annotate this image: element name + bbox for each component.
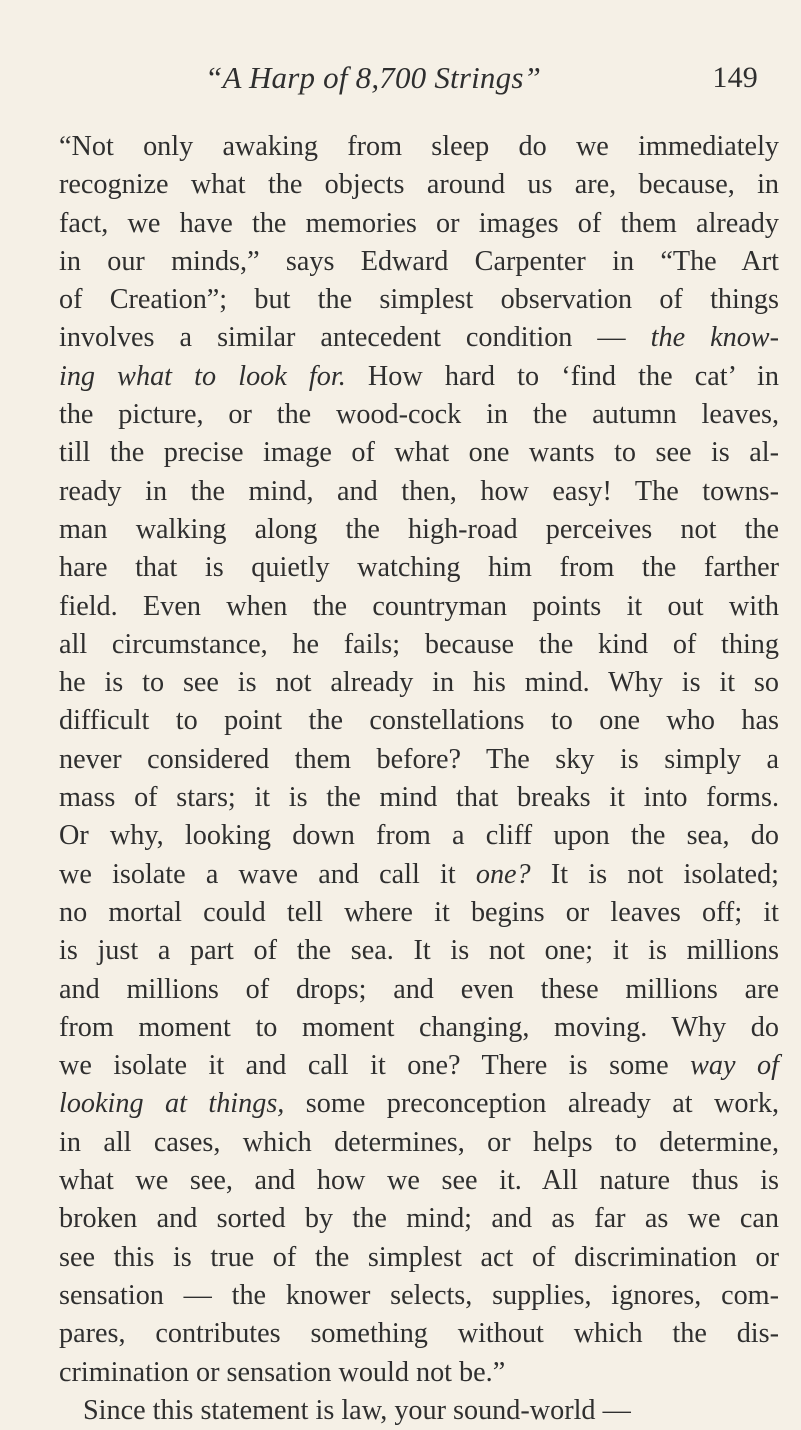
text-run: ready in the mind, and then, how easy! The towns- <box>59 475 779 507</box>
text-line <box>59 473 779 511</box>
text-run: is just a part of the sea. It is not one; it is millions <box>59 935 779 967</box>
text-line <box>59 396 779 434</box>
text-run: pares, contributes something without which the dis- <box>59 1318 779 1350</box>
text-run: till the precise image of what one wants to see is al- <box>59 437 779 469</box>
body-text <box>59 128 779 1430</box>
text-run: recognize what the objects around us are, because, in <box>59 169 779 201</box>
text-line <box>59 1315 779 1353</box>
text-run: broken and sorted by the mind; and as far as we can <box>59 1203 779 1235</box>
text-run: he is to see is not already in his mind. Why is it so <box>59 667 779 699</box>
text-line <box>59 932 779 970</box>
text-run: crimination or sensation would not be.” <box>59 1356 506 1388</box>
text-line <box>59 243 779 281</box>
text-run: involves a similar antecedent condition — <box>59 322 651 354</box>
text-run: all circumstance, he fails; because the kind of thing <box>59 628 779 660</box>
running-title: “A Harp of 8,700 Strings” <box>205 60 542 95</box>
text-run: hare that is quietly watching him from the farther <box>59 552 779 584</box>
italic-text: ing what to look for. <box>59 360 346 392</box>
text-line <box>59 434 779 472</box>
text-run: “Not only awaking from sleep do we immediately <box>59 131 779 162</box>
text-run: see this is true of the simplest act of discrimination or <box>59 1241 779 1273</box>
text-run: in our minds,” says Edward Carpenter in “The Art <box>59 245 779 277</box>
text-line <box>59 511 779 549</box>
text-line <box>59 1239 779 1277</box>
text-line <box>59 205 779 243</box>
text-run: difficult to point the constellations to one who has <box>59 705 779 737</box>
text-run: of Creation”; but the simplest observation of things <box>59 284 779 316</box>
text-line <box>59 1200 779 1238</box>
italic-text: way of <box>690 1050 779 1082</box>
text-line <box>59 741 779 779</box>
text-line <box>59 817 779 855</box>
text-line <box>59 1047 779 1085</box>
text-run: man walking along the high-road perceives not the <box>59 513 779 545</box>
page-number: 149 <box>712 61 758 94</box>
text-line <box>59 166 779 204</box>
text-line <box>59 358 779 396</box>
italic-text: the know- <box>650 322 779 354</box>
text-run: Since this statement is law, your sound-world — <box>83 1394 631 1426</box>
text-run: fact, we have the memories or images of them already <box>59 207 779 239</box>
text-run: sensation — the knower selects, supplies, ignores, com- <box>59 1279 779 1311</box>
text-run: never considered them before? The sky is simply a <box>59 743 779 775</box>
text-line <box>59 1009 779 1047</box>
text-run: what we see, and how we see it. All nature thus is <box>59 1165 779 1197</box>
text-line <box>59 128 779 166</box>
text-run: we isolate it and call it one? There is some <box>59 1050 691 1082</box>
text-line <box>59 856 779 894</box>
text-line <box>59 894 779 932</box>
text-run: mass of stars; it is the mind that breaks it into forms. <box>59 782 779 814</box>
text-run: some preconception already at work, <box>284 1088 780 1120</box>
text-line <box>59 664 779 702</box>
text-run: in all cases, which determines, or helps to determine, <box>59 1126 779 1158</box>
text-line <box>59 281 779 319</box>
text-line <box>59 1354 779 1392</box>
text-run: and millions of drops; and even these millions are <box>59 973 779 1005</box>
italic-text: one? <box>475 858 531 890</box>
text-line <box>59 1085 779 1123</box>
text-line <box>59 779 779 817</box>
text-line <box>59 626 779 664</box>
text-line <box>59 1162 779 1200</box>
text-line <box>59 702 779 740</box>
text-line <box>59 1124 779 1162</box>
text-run: we isolate a wave and call it <box>59 858 476 890</box>
text-run: the picture, or the wood-cock in the autumn leaves, <box>59 399 779 431</box>
text-line <box>59 549 779 587</box>
text-run: How hard to ‘find the cat’ in <box>345 360 779 392</box>
text-line <box>59 588 779 626</box>
running-head <box>0 52 801 104</box>
text-line <box>59 1392 779 1430</box>
text-run: from moment to moment changing, moving. Why do <box>59 1011 779 1043</box>
text-run: It is not isolated; <box>530 858 779 890</box>
text-line <box>59 1277 779 1315</box>
italic-text: looking at things, <box>59 1088 285 1120</box>
text-line <box>59 319 779 357</box>
text-run: Or why, looking down from a cliff upon the sea, do <box>59 820 779 852</box>
text-run: no mortal could tell where it begins or leaves off; it <box>59 896 779 928</box>
text-line <box>59 971 779 1009</box>
text-run: field. Even when the countryman points it out with <box>59 590 779 622</box>
